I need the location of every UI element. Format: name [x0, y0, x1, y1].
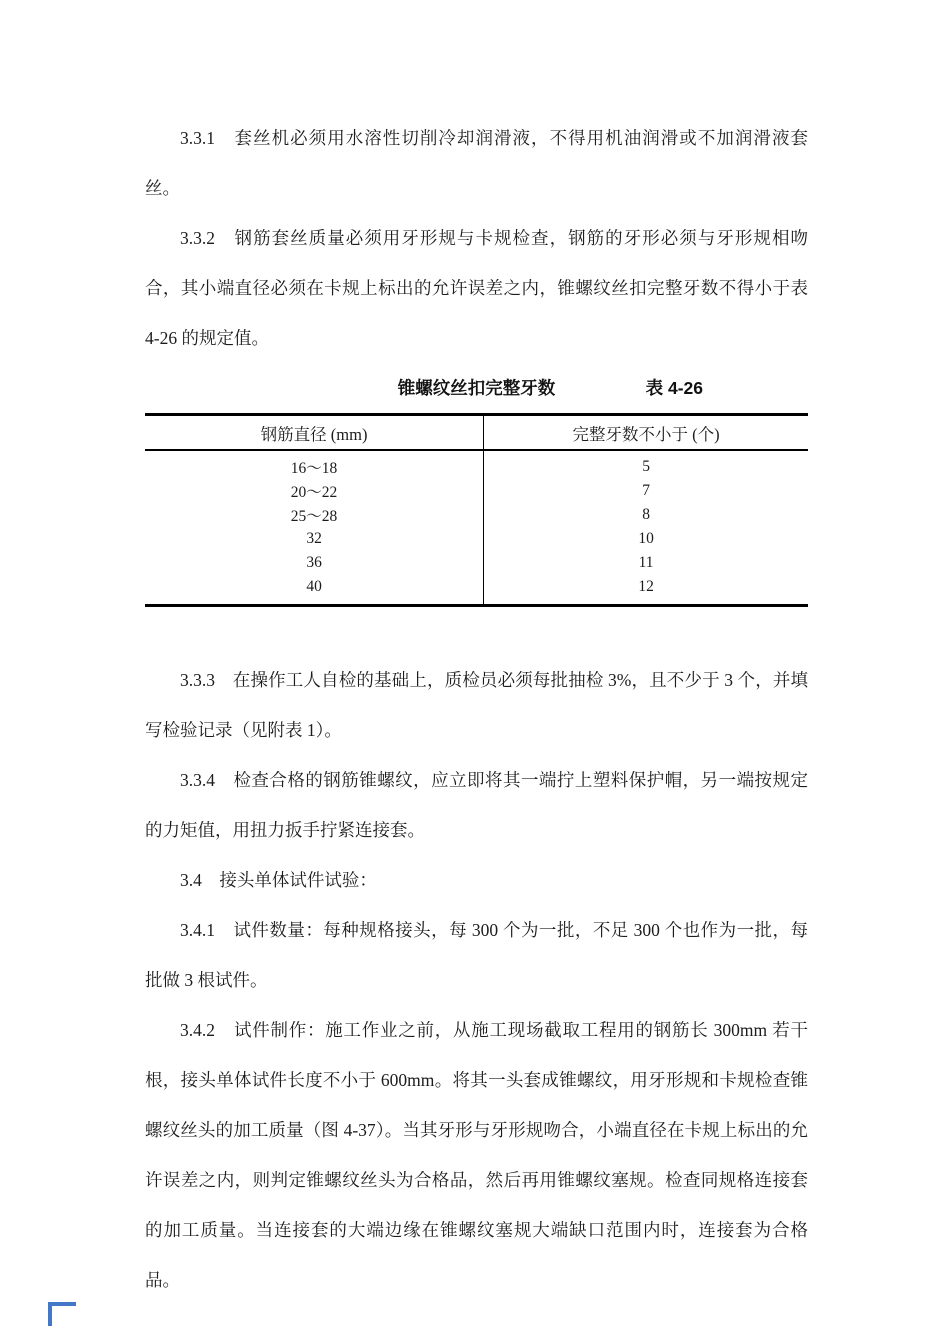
paragraph-3-4-1: 3.4.1 试件数量：每种规格接头，每 300 个为一批，不足 300 个也作为一批，每批做 3 根试件。: [145, 920, 808, 990]
paragraph-3-3-3: 3.3.3 在操作工人自检的基础上，质检员必须每批抽检 3%，且不少于 3 个，并填写检验记录（见附表 1）。: [145, 670, 808, 740]
upper-text-block: [0, 0, 950, 363]
column-header-diameter: 钢筋直径 (mm): [145, 415, 484, 451]
cell-teeth: 7: [642, 482, 650, 499]
lower-text-block: [0, 655, 950, 1305]
table-row: [145, 575, 808, 606]
cell-diameter: 20～22: [145, 479, 484, 503]
table-number-label: 表 4-26: [645, 378, 703, 398]
paragraph-3-3-4: 3.3.4 检查合格的钢筋锥螺纹，应立即将其一端拧上塑料保护帽，另一端按规定的力矩值，用扭力扳手拧紧连接套。: [145, 770, 808, 840]
page-corner-mark: [48, 1302, 76, 1326]
table-row: [145, 503, 808, 527]
cell-diameter: 25～28: [145, 503, 484, 527]
heading-3-4: 3.4 接头单体试件试验：: [180, 870, 377, 890]
table-caption-row: [145, 363, 808, 413]
paragraph-3-4-2: 3.4.2 试件制作：施工作业之前，从施工现场截取工程用的钢筋长 300mm 若干根，接头单体试件长度不小于 600mm。将其一头套成锥螺纹，用牙形规和卡规检查锥螺纹丝头的加工质量（图 4-37）。当其牙形与牙形规吻合，小端直径在卡规上标出的允许误差之内，则判定锥螺纹丝头为合格品，然后再用锥螺纹塞规。检查同规格连接套的加工质量。当连接套的大端边缘在锥螺纹塞规大端缺口范围内时，连接套为合格品。: [145, 1020, 808, 1290]
cell-teeth: 10: [638, 530, 654, 547]
column-header-teeth: 完整牙数不小于 (个): [484, 415, 808, 451]
cell-teeth: 5: [642, 458, 650, 475]
table-title: 锥螺纹丝扣完整牙数: [397, 378, 556, 398]
table-row: [145, 551, 808, 575]
cell-teeth: 12: [638, 578, 654, 595]
table-row: [145, 450, 808, 479]
table-row: [145, 527, 808, 551]
paragraph-3-3-2: 3.3.2 钢筋套丝质量必须用牙形规与卡规检查，钢筋的牙形必须与牙形规相吻合，其小端直径必须在卡规上标出的允许误差之内，锥螺纹丝扣完整牙数不得小于表 4-26 的规定值。: [145, 228, 808, 348]
cell-diameter: 36: [145, 551, 484, 575]
cell-diameter: 40: [145, 575, 484, 606]
cell-diameter: 32: [145, 527, 484, 551]
paragraph-3-3-1: 3.3.1 套丝机必须用水溶性切削冷却润滑液，不得用机油润滑或不加润滑液套丝。: [145, 128, 808, 198]
cell-diameter: 16～18: [145, 450, 484, 479]
table-row: [145, 479, 808, 503]
table-header-row: [145, 415, 808, 451]
cell-teeth: 11: [638, 554, 654, 571]
thread-count-table: [145, 413, 808, 607]
cell-teeth: 8: [642, 506, 650, 523]
